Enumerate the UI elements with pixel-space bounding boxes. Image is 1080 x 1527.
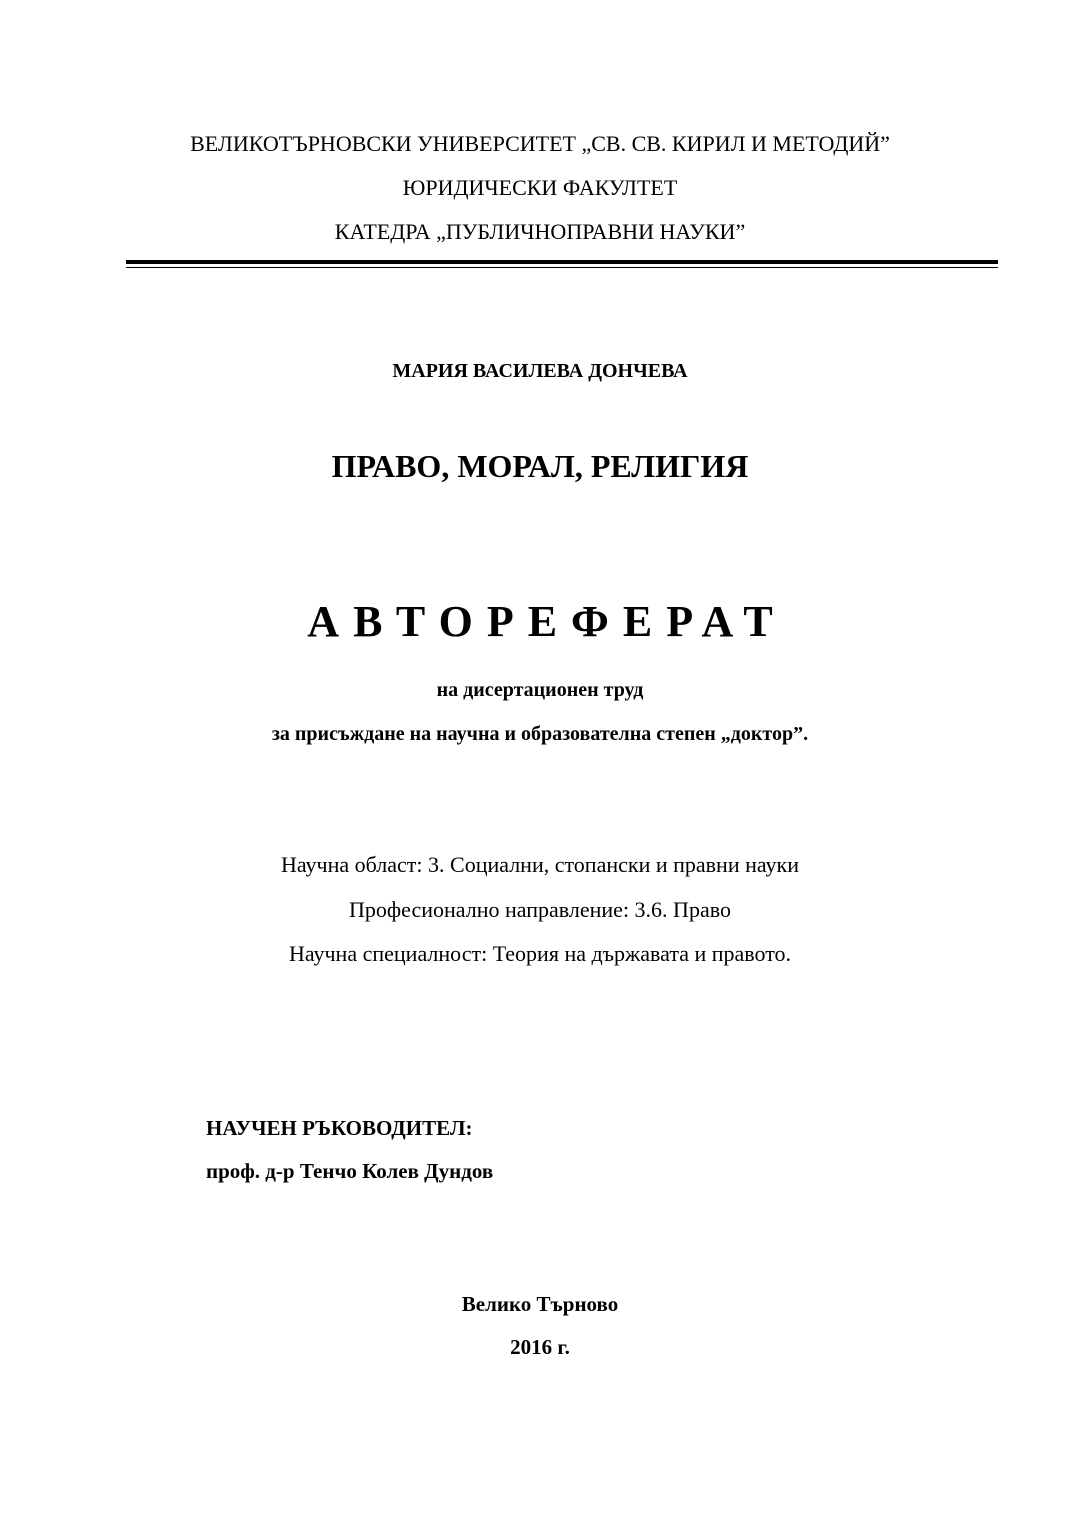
department-name: КАТЕДРА „ПУБЛИЧНОПРАВНИ НАУКИ” xyxy=(334,219,746,244)
header-divider-thin xyxy=(126,267,998,268)
dissertation-title: ПРАВО, МОРАЛ, РЕЛИГИЯ xyxy=(331,448,749,484)
footer-year: 2016 г. xyxy=(510,1335,570,1359)
scientific-field: Научна област: 3. Социални, стопански и правни науки xyxy=(281,852,799,877)
professional-direction: Професионално направление: 3.6. Право xyxy=(349,897,731,922)
faculty-name: ЮРИДИЧЕСКИ ФАКУЛТЕТ xyxy=(402,175,678,200)
supervisor-name: проф. д-р Тенчо Колев Дундов xyxy=(206,1159,494,1183)
university-name: ВЕЛИКОТЪРНОВСКИ УНИВЕРСИТЕТ „СВ. СВ. КИРИЛ И МЕТОДИЙ” xyxy=(190,131,890,156)
subtitle-line-1: на дисертационен труд xyxy=(436,679,644,701)
footer-city: Велико Търново xyxy=(461,1292,619,1316)
document-type: АВТОРЕФЕРАТ xyxy=(307,597,787,646)
supervisor-label: НАУЧЕН РЪКОВОДИТЕЛ: xyxy=(206,1116,473,1140)
header-divider-thick xyxy=(126,260,998,264)
author-name: МАРИЯ ВАСИЛЕВА ДОНЧЕВА xyxy=(392,360,688,382)
subtitle-line-2: за присъждане на научна и образователна степен „доктор”. xyxy=(271,723,809,745)
scientific-specialty: Научна специалност: Теория на държавата и правото. xyxy=(288,941,792,966)
